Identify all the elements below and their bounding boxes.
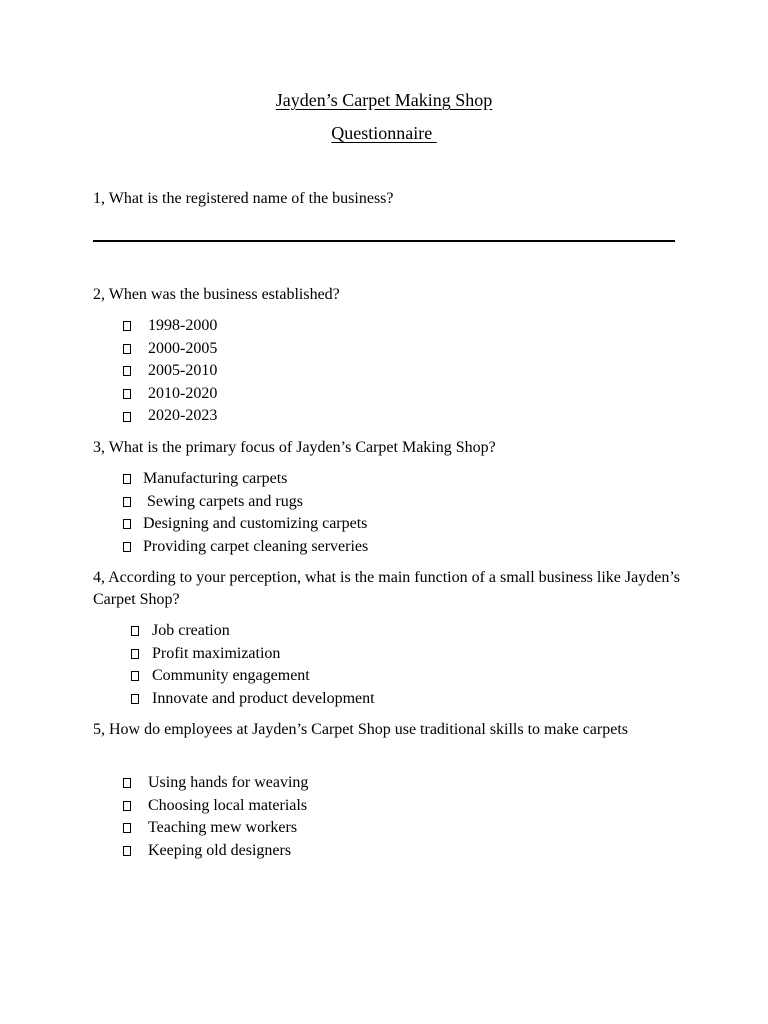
option-label: Designing and customizing carpets <box>143 515 368 533</box>
option-label: Profit maximization <box>152 644 281 662</box>
option-label: 2020-2023 <box>148 407 218 425</box>
option-item[interactable] <box>123 405 217 428</box>
option-label: Choosing local materials <box>148 796 308 814</box>
answer-line-1[interactable] <box>93 240 675 242</box>
option-item[interactable] <box>123 536 368 559</box>
question-4: 4, According to your perception, what is the main function of a small business like Jayden’s Carpet Shop? <box>93 569 680 608</box>
checkbox-icon[interactable] <box>123 344 131 354</box>
checkbox-icon[interactable] <box>123 474 131 484</box>
option-item[interactable] <box>123 338 217 361</box>
option-label: 1998-2000 <box>148 317 218 334</box>
checkbox-icon[interactable] <box>123 542 131 552</box>
option-item[interactable] <box>123 840 308 863</box>
question-2: 2, When was the business established? <box>93 286 340 303</box>
option-item[interactable] <box>131 665 375 688</box>
checkbox-icon[interactable] <box>123 519 131 529</box>
option-label: Sewing carpets and rugs <box>143 492 303 510</box>
question-5-options <box>123 772 308 862</box>
option-label: 2005-2010 <box>148 362 218 380</box>
checkbox-icon[interactable] <box>123 366 131 376</box>
option-item[interactable] <box>123 817 308 840</box>
checkbox-icon[interactable] <box>123 823 131 833</box>
question-3: 3, What is the primary focus of Jayden’s Carpet Making Shop? <box>93 439 496 456</box>
question-2-options <box>123 315 217 428</box>
checkbox-icon[interactable] <box>131 671 139 681</box>
checkbox-icon[interactable] <box>123 778 131 788</box>
document-title: Jayden’s Carpet Making Shop <box>275 90 493 110</box>
option-item[interactable] <box>123 772 308 795</box>
option-label: Community engagement <box>152 667 310 685</box>
checkbox-icon[interactable] <box>123 801 131 811</box>
option-item[interactable] <box>131 620 375 643</box>
option-item[interactable] <box>123 491 368 514</box>
option-item[interactable] <box>123 513 368 536</box>
option-item[interactable] <box>123 360 217 383</box>
option-item[interactable] <box>123 315 217 338</box>
checkbox-icon[interactable] <box>131 626 139 636</box>
option-item[interactable] <box>131 688 375 711</box>
document-subtitle: Questionnaire <box>331 123 437 143</box>
option-label: Innovate and product development <box>152 689 375 707</box>
checkbox-icon[interactable] <box>131 694 139 704</box>
checkbox-icon[interactable] <box>123 846 131 856</box>
option-item[interactable] <box>123 468 368 491</box>
question-1: 1, What is the registered name of the business? <box>93 190 394 207</box>
checkbox-icon[interactable] <box>123 412 131 422</box>
checkbox-icon[interactable] <box>131 649 139 659</box>
option-label: 2000-2005 <box>148 339 218 357</box>
question-5: 5, How do employees at Jayden’s Carpet Shop use traditional skills to make carpets <box>93 721 628 738</box>
option-label: Manufacturing carpets <box>143 470 288 487</box>
option-item[interactable] <box>131 643 375 666</box>
checkbox-icon[interactable] <box>123 497 131 507</box>
option-label: Using hands for weaving <box>148 774 309 791</box>
option-item[interactable] <box>123 383 217 406</box>
option-label: Keeping old designers <box>148 841 292 859</box>
question-4-options <box>131 620 375 710</box>
checkbox-icon[interactable] <box>123 321 131 331</box>
option-label: Providing carpet cleaning serveries <box>143 537 369 555</box>
checkbox-icon[interactable] <box>123 389 131 399</box>
option-label: Job creation <box>152 622 230 639</box>
question-3-options <box>123 468 368 558</box>
option-label: Teaching mew workers <box>148 819 298 837</box>
option-label: 2010-2020 <box>148 384 218 402</box>
option-item[interactable] <box>123 795 308 818</box>
